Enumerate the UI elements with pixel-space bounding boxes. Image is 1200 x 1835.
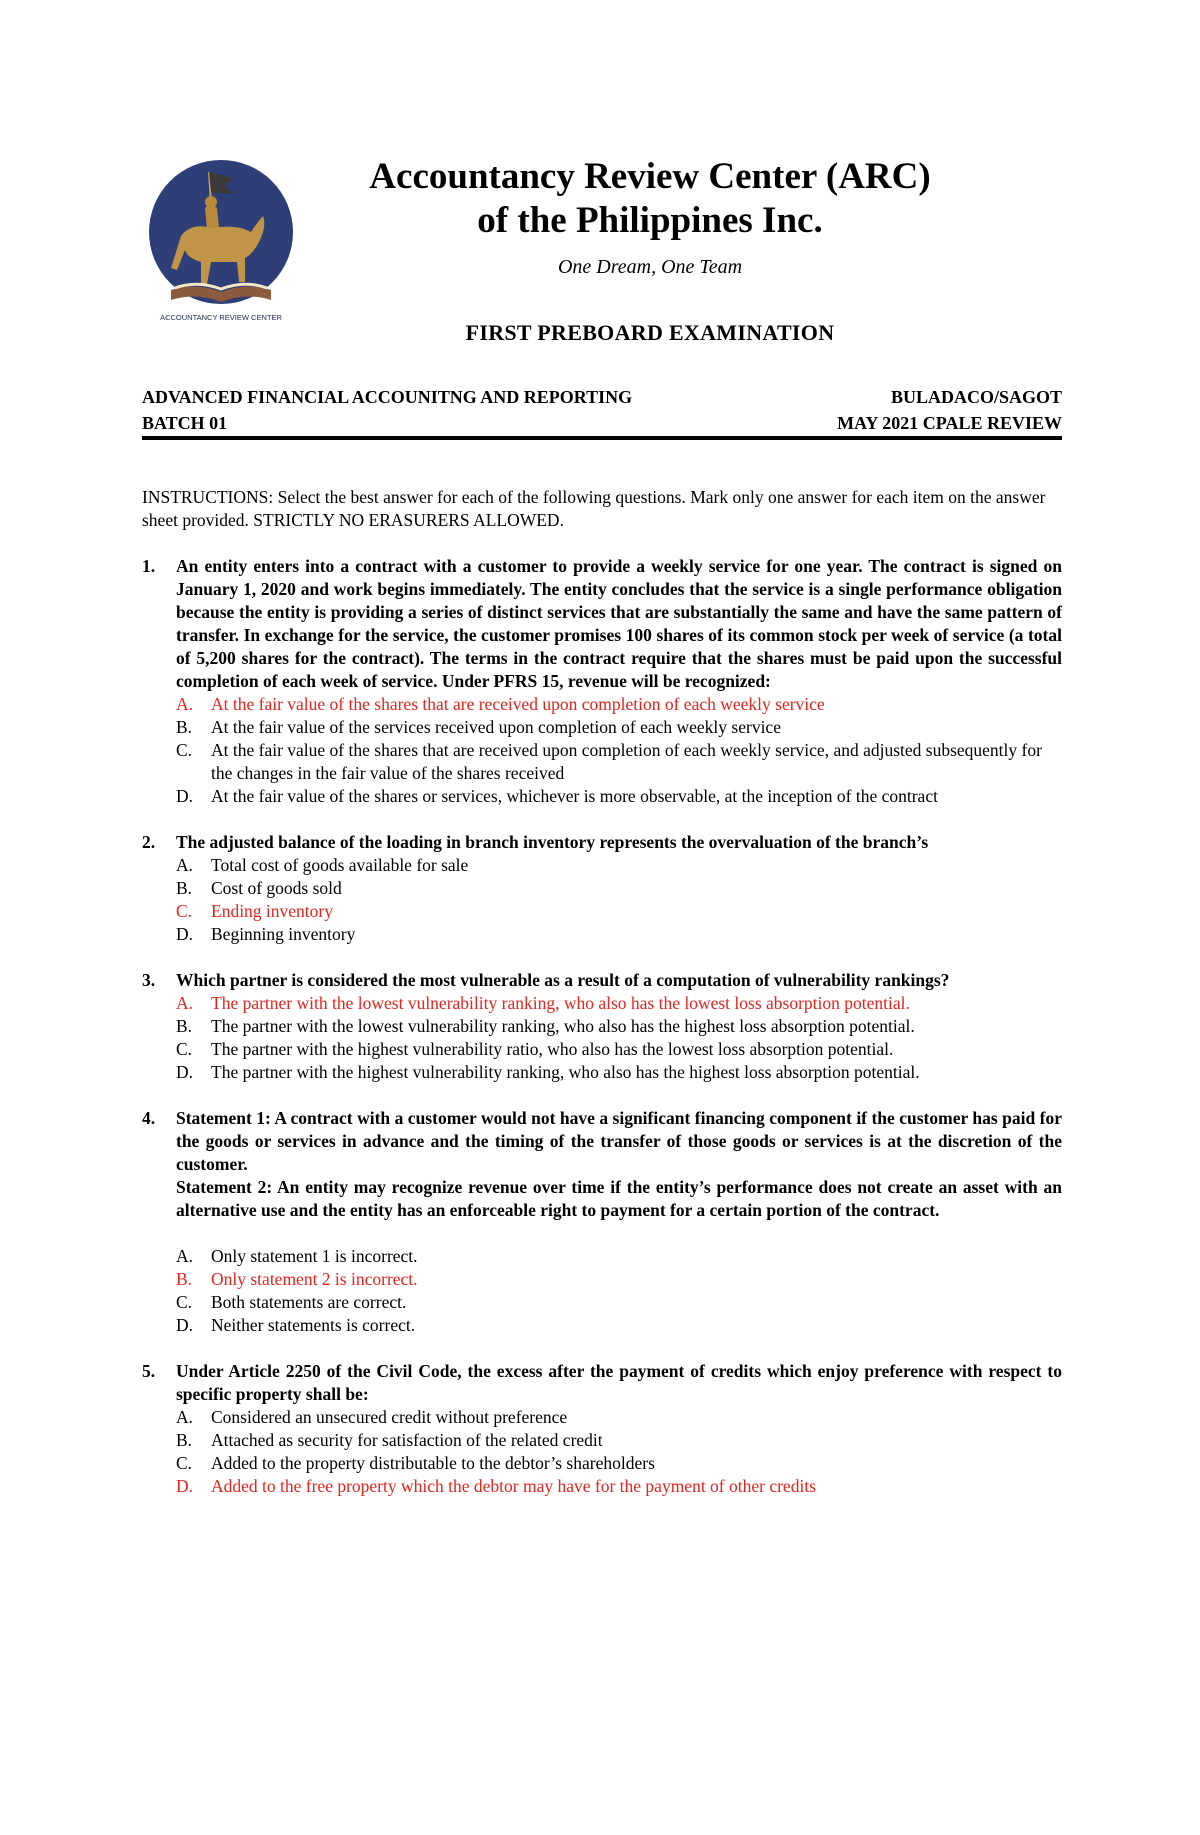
choice-d (176, 785, 1062, 808)
choice-letter: B. (176, 1016, 193, 1036)
choice-a-correct (176, 693, 1062, 716)
choice-letter: B. (176, 1269, 193, 1289)
question-number: 1. (142, 556, 156, 576)
question-list (142, 555, 1062, 1521)
choice-text: The partner with the highest vulnerability ranking, who also has the highest loss absorption potential. (211, 1062, 920, 1082)
choice-letter: A. (176, 855, 194, 875)
meta-row-subject (142, 387, 1062, 408)
choice-b (176, 1429, 1062, 1452)
question-3 (142, 969, 1062, 1084)
question-stem: An entity enters into a contract with a customer to provide a weekly service for one year. The contract is signed on January 1, 2020 and work begins immediately. The entity concludes that the service is a single performance obligation because the entity is providing a series of distinct services that are substantially the same and have the same pattern of transfer. In exchange for the service, the customer promises 100 shares of its common stock per week of service (a total of 5,200 shares for the contract). The terms in the contract require that the shares must be paid upon the successful completion of each week of service. Under PFRS 15, revenue will be recognized: (176, 556, 1062, 691)
choice-c (176, 1452, 1062, 1475)
choice-a-correct (176, 992, 1062, 1015)
question-stem-statement-2: Statement 2: An entity may recognize revenue over time if the entity’s performance does not create an asset with an alternative use and the entity has an enforceable right to payment for a certain portion of the contract. (176, 1177, 1062, 1220)
choice-letter: A. (176, 993, 194, 1013)
choice-letter: C. (176, 1039, 193, 1059)
choice-letter: D. (176, 1062, 194, 1082)
question-number: 5. (142, 1361, 156, 1381)
choice-text: Cost of goods sold (211, 878, 342, 898)
subject-label: ADVANCED FINANCIAL ACCOUNITNG AND REPORTING (142, 387, 633, 407)
choice-text: The partner with the highest vulnerability ratio, who also has the lowest loss absorption potential. (211, 1039, 894, 1059)
choice-b (176, 716, 1062, 739)
choice-letter: D. (176, 1476, 194, 1496)
choice-d (176, 1314, 1062, 1337)
choice-text: Ending inventory (211, 901, 333, 921)
org-title-line2: of the Philippines Inc. (477, 200, 823, 241)
question-stem: Which partner is considered the most vulnerable as a result of a computation of vulnerability rankings? (176, 970, 950, 990)
choice-letter: B. (176, 717, 193, 737)
choice-text: At the fair value of the services received upon completion of each weekly service (211, 717, 781, 737)
choice-list (176, 693, 1062, 808)
choice-d (176, 1061, 1062, 1084)
choice-list (176, 1406, 1062, 1498)
choice-d (176, 923, 1062, 946)
choice-c (176, 1038, 1062, 1061)
choice-c (176, 739, 1062, 785)
question-stem: Statement 1: A contract with a customer would not have a significant financing component if the customer has paid for the goods or services in advance and the timing of the transfer of those goods or services is at the discretion of the customer. (176, 1108, 1062, 1174)
question-1 (142, 555, 1062, 808)
question-number: 3. (142, 970, 156, 990)
question-5 (142, 1360, 1062, 1498)
choice-d-correct (176, 1475, 1062, 1498)
choice-text: Added to the free property which the debtor may have for the payment of other credits (211, 1476, 816, 1496)
choice-a (176, 1245, 1062, 1268)
authors-label: BULADACO/SAGOT (890, 387, 1062, 407)
choice-text: Added to the property distributable to the debtor’s shareholders (211, 1453, 655, 1473)
choice-c-correct (176, 900, 1062, 923)
choice-letter: C. (176, 740, 193, 760)
choice-text: At the fair value of the shares that are received upon completion of each weekly service, and adjusted subsequently for the changes in the fair value of the shares received (211, 740, 1042, 783)
question-stem: Under Article 2250 of the Civil Code, the excess after the payment of credits which enjoy preference with respect to specific property shall be: (176, 1361, 1062, 1404)
org-title-line1: Accountancy Review Center (ARC) (369, 156, 931, 197)
choice-text: Considered an unsecured credit without preference (211, 1407, 568, 1427)
review-label: MAY 2021 CPALE REVIEW (837, 413, 1062, 433)
choice-text: Total cost of goods available for sale (211, 855, 469, 875)
header-divider (142, 436, 1062, 440)
choice-text: Only statement 2 is incorrect. (211, 1269, 418, 1289)
instructions: INSTRUCTIONS: Select the best answer for each of the following questions. Mark only one answer for each item on the answer sheet provided. STRICTLY NO ERASURERS ALLOWED. (142, 487, 1046, 530)
choice-letter: A. (176, 1407, 194, 1427)
choice-letter: C. (176, 1453, 193, 1473)
choice-c (176, 1291, 1062, 1314)
question-stem: The adjusted balance of the loading in branch inventory represents the overvaluation of the branch’s (176, 832, 929, 852)
choice-b (176, 877, 1062, 900)
choice-letter: C. (176, 901, 193, 921)
choice-text: Neither statements is correct. (211, 1315, 416, 1335)
choice-a (176, 1406, 1062, 1429)
choice-text: Only statement 1 is incorrect. (211, 1246, 418, 1266)
choice-text: At the fair value of the shares or services, whichever is more observable, at the inception of the contract (211, 786, 938, 806)
choice-text: The partner with the lowest vulnerability ranking, who also has the highest loss absorption potential. (211, 1016, 915, 1036)
choice-letter: D. (176, 786, 194, 806)
logo-caption: ACCOUNTANCY REVIEW CENTER (160, 313, 282, 322)
question-number: 2. (142, 832, 156, 852)
choice-letter: A. (176, 694, 194, 714)
batch-label: BATCH 01 (142, 413, 228, 433)
meta-row-batch (142, 413, 1062, 434)
choice-text: At the fair value of the shares that are received upon completion of each weekly service (211, 694, 825, 714)
choice-list (176, 854, 1062, 946)
choice-text: Attached as security for satisfaction of the related credit (211, 1430, 603, 1450)
choice-text: Beginning inventory (211, 924, 356, 944)
tagline: One Dream, One Team (557, 256, 743, 278)
choice-b-correct (176, 1268, 1062, 1291)
choice-letter: D. (176, 1315, 194, 1335)
question-number: 4. (142, 1108, 156, 1128)
choice-letter: C. (176, 1292, 193, 1312)
choice-letter: B. (176, 1430, 193, 1450)
choice-list (176, 992, 1062, 1084)
question-2 (142, 831, 1062, 946)
arc-logo (141, 158, 301, 330)
choice-text: The partner with the lowest vulnerability ranking, who also has the lowest loss absorption potential. (211, 993, 910, 1013)
choice-a (176, 854, 1062, 877)
choice-letter: B. (176, 878, 193, 898)
choice-text: Both statements are correct. (211, 1292, 407, 1312)
choice-b (176, 1015, 1062, 1038)
exam-title: FIRST PREBOARD EXAMINATION (465, 320, 835, 345)
question-4 (142, 1107, 1062, 1337)
choice-letter: D. (176, 924, 194, 944)
choice-letter: A. (176, 1246, 194, 1266)
choice-list (176, 1245, 1062, 1337)
